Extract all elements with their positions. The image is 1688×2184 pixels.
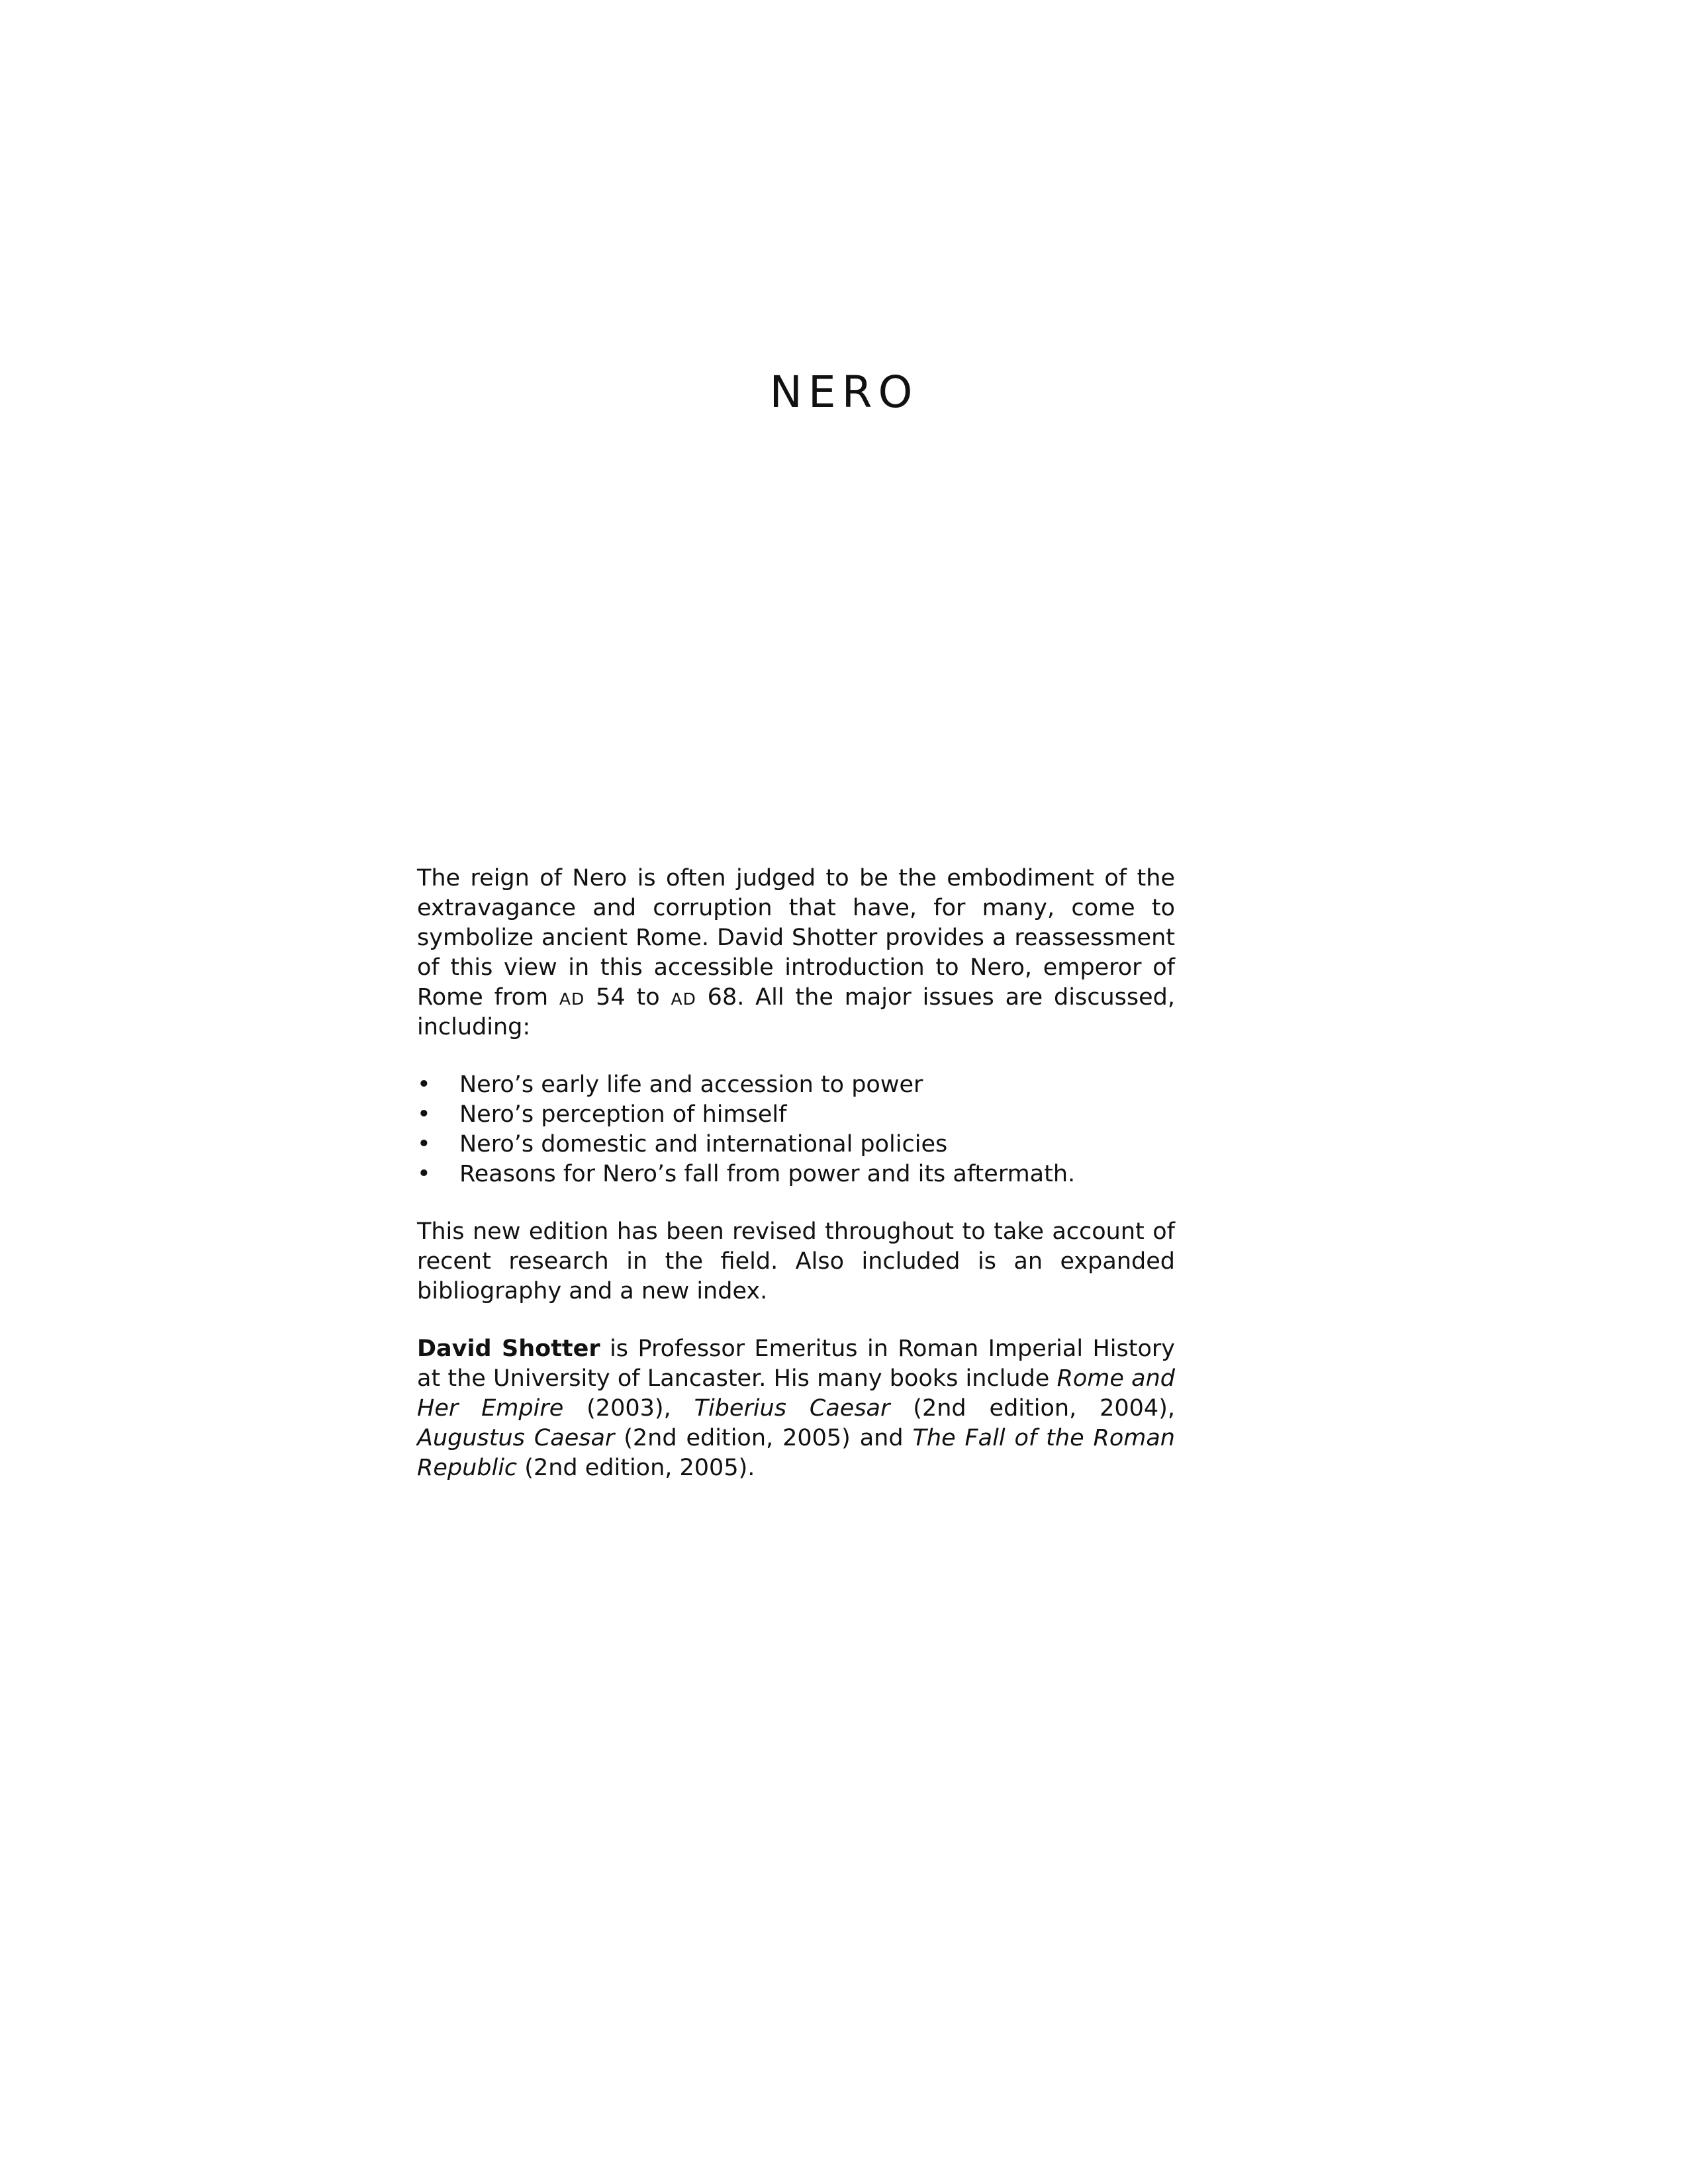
list-item-text: Nero’s early life and accession to power <box>459 1071 923 1098</box>
list-item <box>417 1100 1175 1130</box>
author-bio-text-5: (2nd edition, 2005). <box>517 1455 755 1481</box>
list-item-text: Reasons for Nero’s fall from power and its aftermath. <box>459 1161 1076 1187</box>
book-title-2: Tiberius Caesar <box>694 1395 890 1422</box>
era-label-end: ad <box>671 984 696 1011</box>
bullet-icon: • <box>417 1101 431 1128</box>
author-bio-text-2: (2003), <box>563 1395 694 1422</box>
author-name: David Shotter <box>417 1336 600 1362</box>
book-title-4: The Fall of the Roman Republic <box>417 1425 1175 1481</box>
book-title-1: Rome and Her Empire <box>417 1365 1175 1422</box>
era-label-start: ad <box>559 984 585 1011</box>
author-bio-text-3: (2nd edition, 2004), <box>890 1395 1175 1422</box>
bullet-icon: • <box>417 1131 431 1158</box>
intro-paragraph <box>417 864 1175 1042</box>
intro-text-1: The reign of Nero is often judged to be the embodiment of the extravagance and corruption that have, for many, come to symbolize ancient Rome. David Shotter provides a reassessment of this view in this accessible introduction to Nero, emperor of Rome from <box>417 865 1175 1011</box>
list-item <box>417 1130 1175 1160</box>
list-item <box>417 1070 1175 1100</box>
bullet-icon: • <box>417 1071 431 1098</box>
feature-list <box>417 1070 1175 1189</box>
list-item-text: Nero’s domestic and international policies <box>459 1131 948 1158</box>
blurb <box>417 864 1175 1511</box>
intro-text-3: 68. All the major issues are discussed, including: <box>417 984 1175 1040</box>
author-bio-text-4: (2nd edition, 2005) and <box>614 1425 913 1451</box>
author-bio <box>417 1334 1175 1483</box>
author-bio-text-1: is Professor Emeritus in Roman Imperial History at the University of Lancaster. His many books include <box>417 1336 1175 1392</box>
list-item <box>417 1160 1175 1189</box>
intro-text-2: 54 to <box>585 984 671 1011</box>
edition-note: This new edition has been revised throughout to take account of recent research in the field. Also included is an expanded bibliography and a new index. <box>417 1218 1175 1304</box>
page-title: NERO <box>769 367 919 418</box>
list-item-text: Nero’s perception of himself <box>459 1101 787 1128</box>
bullet-icon: • <box>417 1161 431 1187</box>
book-title-3: Augustus Caesar <box>417 1425 615 1451</box>
